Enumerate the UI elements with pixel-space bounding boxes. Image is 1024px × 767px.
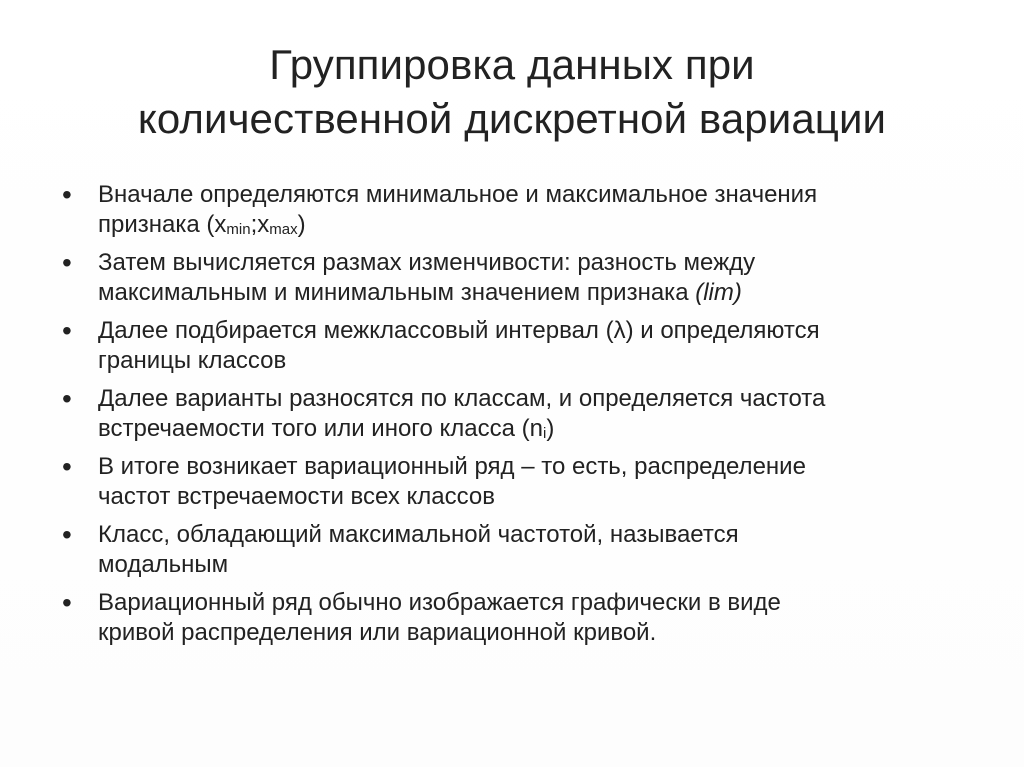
bullet-item-5 — [62, 452, 982, 512]
bullet-icon: • — [62, 179, 72, 210]
bullet-icon: • — [62, 383, 72, 414]
bullet-text-segment: границы классов — [98, 347, 287, 374]
bullet-text-3 — [98, 316, 982, 376]
bullet-text-segment: кривой распределения или вариационной кривой. — [98, 619, 657, 646]
bullet-text-segment: модальным — [98, 551, 229, 578]
bullet-text-5 — [98, 452, 982, 512]
bullet-text-6 — [98, 520, 982, 580]
bullet-icon: • — [62, 315, 72, 346]
subscript-i: i — [543, 425, 547, 442]
bullet-item-7 — [62, 588, 982, 648]
bullet-item-1 — [62, 180, 982, 240]
bullet-text-segment: признака (x — [98, 211, 227, 238]
bullet-item-4 — [62, 384, 982, 444]
subscript-min: min — [226, 221, 251, 238]
bullet-text-1 — [98, 180, 982, 240]
bullet-text-segment: ) — [546, 415, 555, 442]
lambda-symbol: λ — [613, 317, 626, 344]
bullet-item-6 — [62, 520, 982, 580]
bullet-item-3 — [62, 316, 982, 376]
bullet-item-2 — [62, 248, 982, 308]
bullet-icon: • — [62, 451, 72, 482]
bullet-text-7 — [98, 588, 982, 648]
bullet-text-segment: максимальным и минимальным значением признака — [98, 279, 696, 306]
bullet-text-segment: ) и определяются — [625, 317, 820, 344]
bullet-text-segment: частот встречаемости всех классов — [98, 483, 495, 510]
bullet-text-segment: Далее подбирается межклассовый интервал ( — [98, 317, 614, 344]
bullet-text-2 — [98, 248, 982, 308]
bullet-list — [62, 180, 982, 656]
subscript-max: max — [269, 221, 298, 238]
bullet-text-segment: Далее варианты разносятся по классам, и определяется частота — [98, 385, 826, 412]
bullet-text-4 — [98, 384, 982, 444]
bullet-icon: • — [62, 587, 72, 618]
bullet-icon: • — [62, 247, 72, 278]
bullet-text-segment: ;x — [250, 211, 270, 238]
bullet-text-segment: Затем вычисляется размах изменчивости: разность между — [98, 249, 756, 276]
italic-lim: (lim) — [695, 279, 742, 306]
bullet-text-segment: ) — [297, 211, 306, 238]
slide-title-line-1: Группировка данных при — [269, 41, 755, 88]
bullet-text-segment: В итоге возникает вариационный ряд – то есть, распределение — [98, 453, 806, 480]
slide-title — [0, 38, 1024, 146]
bullet-icon: • — [62, 519, 72, 550]
bullet-text-segment: Класс, обладающий максимальной частотой, называется — [98, 521, 739, 548]
bullet-text-segment: Вариационный ряд обычно изображается графически в виде — [98, 589, 781, 616]
bullet-text-segment: встречаемости того или иного класса (n — [98, 415, 544, 442]
slide-title-line-2: количественной дискретной вариации — [137, 95, 887, 142]
bullet-text-segment: Вначале определяются минимальное и максимальное значения — [98, 181, 818, 208]
